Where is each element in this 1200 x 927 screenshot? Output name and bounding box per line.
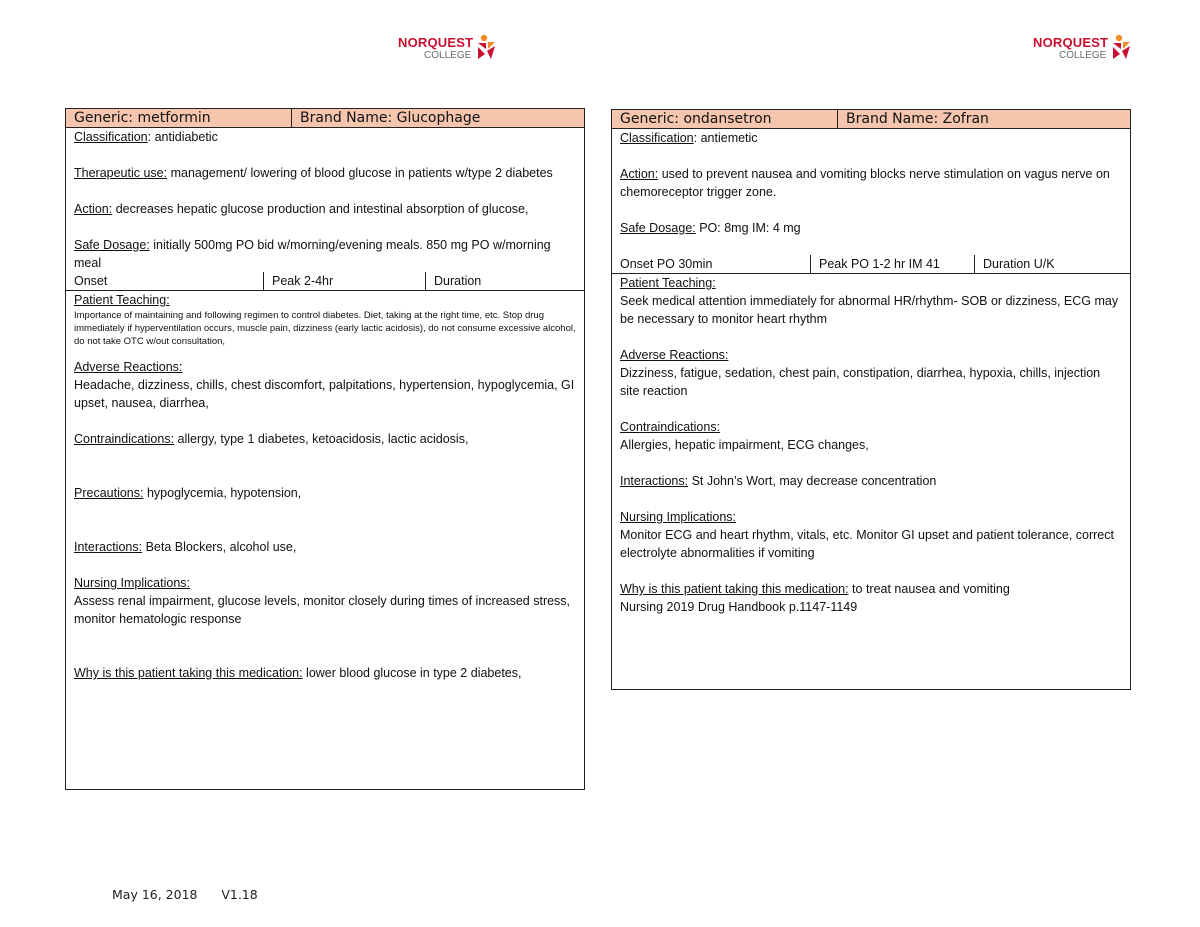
adverse-reactions-text: Dizziness, fatigue, sedation, chest pain, constipation, diarrhea, hypoxia, chills, injection site reaction bbox=[620, 366, 1101, 398]
card-body-bottom bbox=[66, 291, 584, 682]
action: Action: decreases hepatic glucose production and intestinal absorption of glucose, bbox=[74, 202, 529, 216]
norquest-logo-left bbox=[398, 36, 497, 61]
contraindications: Contraindications: allergy, type 1 diabetes, ketoacidosis, lactic acidosis, bbox=[74, 432, 469, 446]
nursing-implications-text: Monitor ECG and heart rhythm, vitals, etc. Monitor GI upset and patient tolerance, correct electrolyte abnormalities if vomiting bbox=[620, 528, 1114, 560]
why-taking: Why is this patient taking this medication: lower blood glucose in type 2 diabetes, bbox=[74, 666, 522, 680]
adverse-reactions-label: Adverse Reactions: bbox=[620, 348, 729, 362]
patient-teaching-text: Importance of maintaining and following regimen to control diabetes. Diet, taking at the right time, etc. Stop drug immediately if hyperventilation occurs, muscle pain, dizziness (early lactic acidosis), do not consume excessive alcohol, do not take OTC w/out consultation, bbox=[74, 310, 576, 347]
reference: Nursing 2019 Drug Handbook p.1147-1149 bbox=[620, 600, 858, 614]
classification: Classification: antiemetic bbox=[620, 131, 758, 145]
card-body-top bbox=[612, 129, 1130, 255]
brand-name: Brand Name: Zofran bbox=[846, 111, 989, 127]
action: Action: used to prevent nausea and vomiting blocks nerve stimulation on vagus nerve on chemoreceptor trigger zone. bbox=[620, 167, 1110, 199]
footer-version: V1.18 bbox=[221, 887, 258, 902]
patient-teaching-label: Patient Teaching: bbox=[74, 293, 170, 307]
duration: Duration bbox=[425, 272, 584, 290]
onset: Onset bbox=[74, 274, 108, 288]
therapeutic-use: Therapeutic use: management/ lowering of blood glucose in patients w/type 2 diabetes bbox=[74, 166, 553, 180]
page-footer bbox=[112, 887, 258, 902]
nursing-implications-label: Nursing Implications: bbox=[74, 576, 191, 590]
interactions: Interactions: Beta Blockers, alcohol use, bbox=[74, 540, 297, 554]
adverse-reactions-text: Headache, dizziness, chills, chest discomfort, palpitations, hypertension, hypoglycemia, GI upset, nausea, diarrhea, bbox=[74, 378, 575, 410]
onset-peak-duration-row bbox=[612, 255, 1130, 274]
onset: Onset PO 30min bbox=[620, 257, 713, 271]
brand-name: Brand Name: Glucophage bbox=[300, 110, 481, 126]
why-taking: Why is this patient taking this medication: to treat nausea and vomiting bbox=[620, 582, 1010, 596]
safe-dosage: Safe Dosage: initially 500mg PO bid w/morning/evening meals. 850 mg PO w/morning meal bbox=[74, 238, 551, 270]
classification: Classification: antidiabetic bbox=[74, 130, 218, 144]
peak: Peak 2-4hr bbox=[263, 272, 425, 290]
norquest-logo-right bbox=[1033, 36, 1132, 61]
peak: Peak PO 1-2 hr IM 41 bbox=[810, 255, 974, 273]
patient-teaching-text: Seek medical attention immediately for abnormal HR/rhythm- SOB or dizziness, ECG may be necessary to monitor heart rhythm bbox=[620, 294, 1119, 326]
logo-sub: COLLEGE bbox=[424, 50, 472, 61]
card-header bbox=[612, 110, 1130, 129]
patient-teaching-label: Patient Teaching: bbox=[620, 276, 716, 290]
generic-name: Generic: ondansetron bbox=[612, 110, 838, 128]
logo-name: NORQUEST bbox=[398, 35, 474, 50]
onset-peak-duration-row bbox=[66, 272, 584, 291]
norquest-mark-icon bbox=[1110, 34, 1132, 60]
card-header bbox=[66, 109, 584, 128]
nursing-implications-label: Nursing Implications: bbox=[620, 510, 737, 524]
contraindications-text: Allergies, hepatic impairment, ECG changes, bbox=[620, 438, 869, 452]
contraindications-label: Contraindications: bbox=[620, 420, 721, 434]
norquest-mark-icon bbox=[475, 34, 497, 60]
footer-date: May 16, 2018 bbox=[112, 887, 198, 902]
generic-name: Generic: metformin bbox=[66, 109, 292, 127]
card-body-top bbox=[66, 128, 584, 272]
nursing-implications-text: Assess renal impairment, glucose levels, monitor closely during times of increased stress, monitor hematologic response bbox=[74, 594, 571, 626]
drug-card-metformin bbox=[65, 108, 585, 790]
duration: Duration U/K bbox=[974, 255, 1130, 273]
card-body-bottom bbox=[612, 274, 1130, 616]
safe-dosage: Safe Dosage: PO: 8mg IM: 4 mg bbox=[620, 221, 801, 235]
logo-sub: COLLEGE bbox=[1059, 50, 1107, 61]
interactions: Interactions: St John’s Wort, may decrease concentration bbox=[620, 474, 937, 488]
logo-name: NORQUEST bbox=[1033, 35, 1109, 50]
drug-card-ondansetron bbox=[611, 109, 1131, 690]
precautions: Precautions: hypoglycemia, hypotension, bbox=[74, 486, 302, 500]
adverse-reactions-label: Adverse Reactions: bbox=[74, 360, 183, 374]
